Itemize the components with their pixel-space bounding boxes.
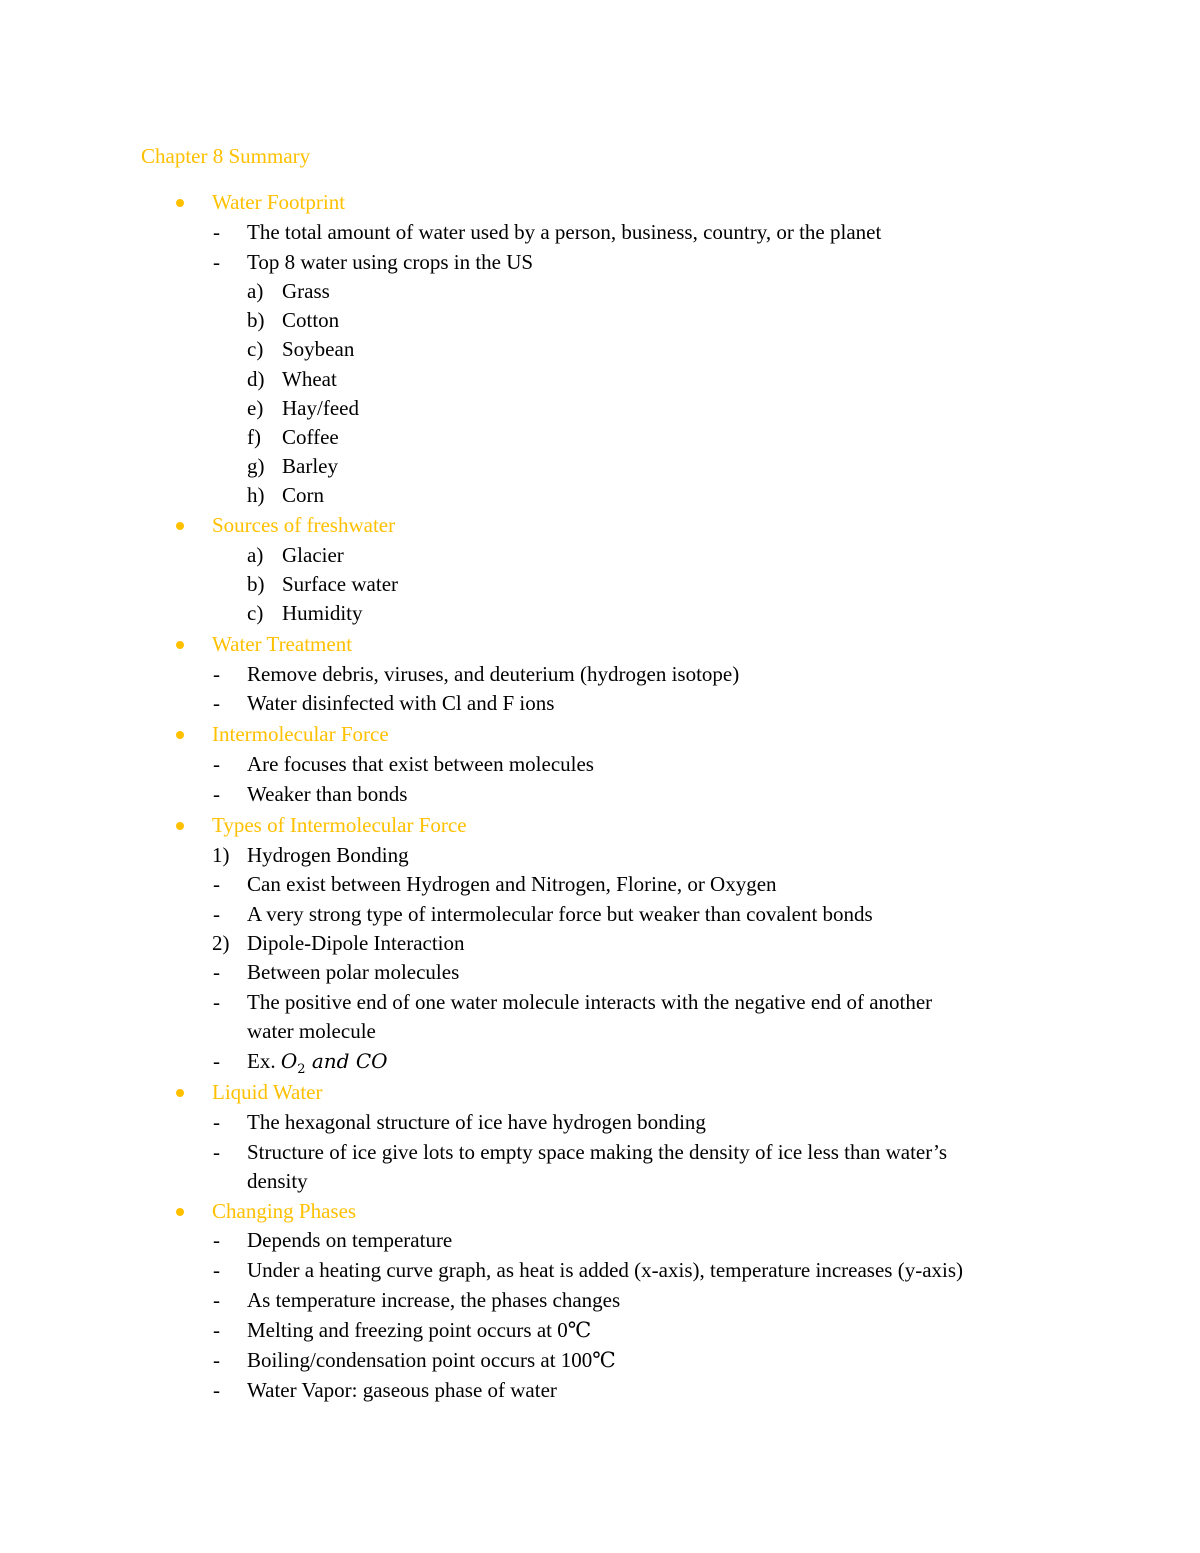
dash-mark: - xyxy=(213,1140,220,1164)
list-item: Corn xyxy=(282,483,324,507)
page-title: Chapter 8 Summary xyxy=(141,144,311,168)
bullet-icon xyxy=(176,1089,184,1097)
math-rest: and CO xyxy=(305,1049,388,1073)
list-marker: a) xyxy=(247,543,264,567)
list-item: Remove debris, viruses, and deuterium (hydrogen isotope) xyxy=(247,662,740,686)
list-item: Melting and freezing point occurs at 0℃ xyxy=(247,1318,592,1342)
list-item: Boiling/condensation point occurs at 100℃ xyxy=(247,1348,616,1372)
section-heading: Water Treatment xyxy=(212,632,353,656)
math-subscript: 2 xyxy=(297,1062,306,1077)
list-item: Depends on temperature xyxy=(247,1228,453,1252)
dash-mark: - xyxy=(213,902,220,926)
dash-mark: - xyxy=(213,250,220,274)
list-item: Soybean xyxy=(282,337,355,361)
list-item: Hydrogen Bonding xyxy=(247,843,409,867)
dash-mark: - xyxy=(213,1110,220,1134)
section-heading: Sources of freshwater xyxy=(212,513,396,537)
list-item: Water Vapor: gaseous phase of water xyxy=(247,1378,557,1402)
dash-mark: - xyxy=(213,691,220,715)
list-item: The hexagonal structure of ice have hydrogen bonding xyxy=(247,1110,706,1134)
list-item: Dipole-Dipole Interaction xyxy=(247,931,465,955)
dash-mark: - xyxy=(213,1378,220,1402)
list-item: Between polar molecules xyxy=(247,960,460,984)
list-marker: d) xyxy=(247,367,265,391)
bullet-icon xyxy=(176,822,184,830)
list-item: Surface water xyxy=(282,572,399,596)
dash-mark: - xyxy=(213,1049,220,1073)
list-item: As temperature increase, the phases changes xyxy=(247,1288,621,1312)
list-marker: h) xyxy=(247,483,265,507)
math-o: O xyxy=(280,1049,298,1073)
list-marker: 2) xyxy=(212,931,230,955)
list-item: Barley xyxy=(282,454,338,478)
section-heading: Changing Phases xyxy=(212,1199,357,1223)
section-heading: Water Footprint xyxy=(212,190,346,214)
list-item: Wheat xyxy=(282,367,337,391)
bullet-icon xyxy=(176,522,184,530)
dash-mark: - xyxy=(213,1318,220,1342)
list-marker: c) xyxy=(247,337,264,361)
example-prefix: Ex. xyxy=(247,1049,276,1073)
list-item: Hay/feed xyxy=(282,396,359,420)
list-item-continuation: density xyxy=(247,1169,308,1193)
list-item: Structure of ice give lots to empty space making the density of ice less than water’s xyxy=(247,1140,948,1164)
list-item: The total amount of water used by a person, business, country, or the planet xyxy=(247,220,882,244)
section-heading: Liquid Water xyxy=(212,1080,323,1104)
section-heading: Types of Intermolecular Force xyxy=(212,813,467,837)
list-item: Humidity xyxy=(282,601,363,625)
list-marker: g) xyxy=(247,454,265,478)
dash-mark: - xyxy=(213,1348,220,1372)
list-item: Top 8 water using crops in the US xyxy=(247,250,534,274)
bullet-icon xyxy=(176,1208,184,1216)
dash-mark: - xyxy=(213,960,220,984)
list-marker: b) xyxy=(247,572,265,596)
math-formula xyxy=(280,1049,388,1077)
list-item: Under a heating curve graph, as heat is added (x-axis), temperature increases (y-axis) xyxy=(247,1258,964,1282)
dash-mark: - xyxy=(213,220,220,244)
list-item: Coffee xyxy=(282,425,339,449)
dash-mark: - xyxy=(213,990,220,1014)
dash-mark: - xyxy=(213,1288,220,1312)
list-item: Weaker than bonds xyxy=(247,782,408,806)
dash-mark: - xyxy=(213,752,220,776)
example-line xyxy=(247,1051,388,1076)
list-item: Cotton xyxy=(282,308,340,332)
list-marker: 1) xyxy=(212,843,230,867)
list-marker: e) xyxy=(247,396,264,420)
list-item: Are focuses that exist between molecules xyxy=(247,752,594,776)
bullet-icon xyxy=(176,731,184,739)
list-item: Grass xyxy=(282,279,330,303)
list-item: Glacier xyxy=(282,543,344,567)
list-marker: b) xyxy=(247,308,265,332)
dash-mark: - xyxy=(213,1228,220,1252)
dash-mark: - xyxy=(213,872,220,896)
list-item: Water disinfected with Cl and F ions xyxy=(247,691,555,715)
list-item-continuation: water molecule xyxy=(247,1019,376,1043)
section-heading: Intermolecular Force xyxy=(212,722,389,746)
list-marker: a) xyxy=(247,279,264,303)
dash-mark: - xyxy=(213,662,220,686)
bullet-icon xyxy=(176,641,184,649)
list-item: A very strong type of intermolecular force but weaker than covalent bonds xyxy=(247,902,873,926)
list-item: Can exist between Hydrogen and Nitrogen, Florine, or Oxygen xyxy=(247,872,777,896)
dash-mark: - xyxy=(213,782,220,806)
bullet-icon xyxy=(176,199,184,207)
dash-mark: - xyxy=(213,1258,220,1282)
list-marker: f) xyxy=(247,425,261,449)
list-item: The positive end of one water molecule interacts with the negative end of another xyxy=(247,990,933,1014)
list-marker: c) xyxy=(247,601,264,625)
